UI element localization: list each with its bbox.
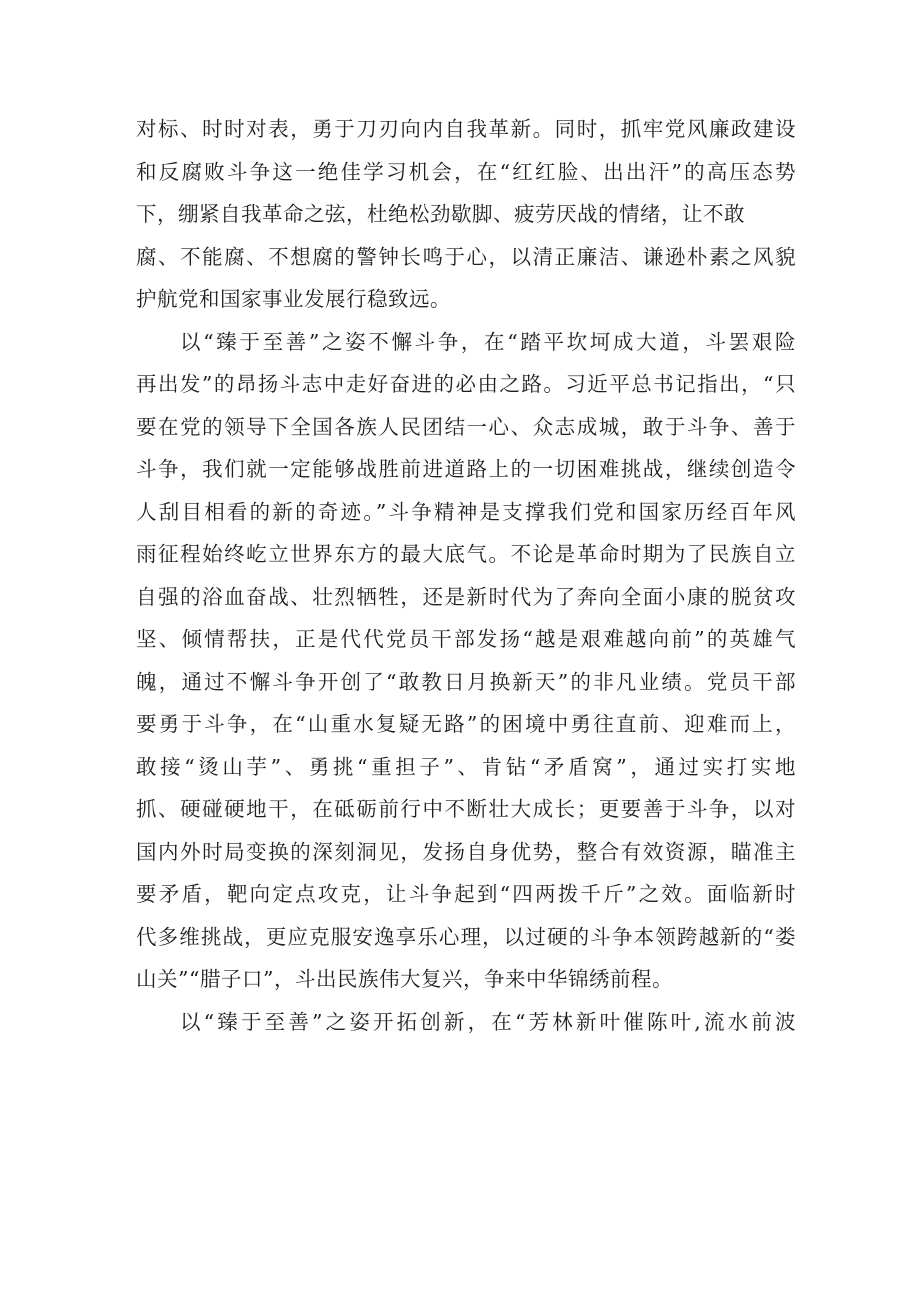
text-line: 腐、不能腐、不想腐的警钟长鸣于心，以清正廉洁、谦逊朴素之风貌 <box>136 244 796 269</box>
text-line: 魄，通过不懈斗争开创了“敢教日月换新天”的非凡业绩。党员干部 <box>136 669 796 694</box>
text-line: 下，绷紧自我革命之弦，杜绝松劲歇脚、疲劳厌战的情绪，让不敢 <box>136 202 745 226</box>
text-line: 坚、倾情帮扶，正是代代党员干部发扬“越是艰难越向前”的英雄气 <box>136 627 796 651</box>
text-line: 抓、硬碰硬地干，在砥砺前行中不断壮大成长；更要善于斗争，以对 <box>136 797 796 821</box>
text-line: 人刮目相看的新的奇迹。”斗争精神是支撑我们党和国家历经百年风 <box>136 499 796 524</box>
text-line: 雨征程始终屹立世界东方的最大底气。不论是革命时期为了民族自立 <box>136 542 796 566</box>
text-line: 斗争，我们就一定能够战胜前进道路上的一切困难挑战，继续创造令 <box>136 457 796 481</box>
text-line: 对标、时时对表，勇于刀刃向内自我革新。同时，抓牢党风廉政建设 <box>136 117 796 141</box>
text-line: 国内外时局变换的深刻洞见，发扬自身优势，整合有效资源，瞄准主 <box>136 839 796 864</box>
text-line: 代多维挑战，更应克服安逸享乐心理，以过硬的斗争本领跨越新的“娄 <box>136 924 796 949</box>
body-text <box>136 108 796 1043</box>
text-line: 山关”“腊子口”，斗出民族伟大复兴，争来中华锦绣前程。 <box>136 967 673 991</box>
text-line: 要矛盾，靶向定点攻克，让斗争起到“四两拨千斤”之效。面临新时 <box>136 882 796 906</box>
text-line: 敢接“烫山芋”、勇挑“重担子”、肯钻“矛盾窝”，通过实打实地 <box>136 754 796 779</box>
text-line: 以“臻于至善”之姿不懈斗争，在“踏平坎坷成大道，斗罢艰险 <box>180 329 796 354</box>
text-line: 自强的浴血奋战、壮烈牺牲，还是新时代为了奔向全面小康的脱贫攻 <box>136 584 796 609</box>
text-line: 护航党和国家事业发展行稳致远。 <box>136 287 451 311</box>
text-line: 再出发”的昂扬斗志中走好奋进的必由之路。习近平总书记指出，“只 <box>136 372 796 396</box>
text-line: 和反腐败斗争这一绝佳学习机会，在“红红脸、出出汗”的高压态势 <box>136 159 796 184</box>
text-line: 要勇于斗争，在“山重水复疑无路”的困境中勇往直前、迎难而上， <box>136 712 796 736</box>
text-line: 要在党的领导下全国各族人民团结一心、众志成城，敢于斗争、善于 <box>136 414 796 439</box>
text-line: 以“臻于至善”之姿开拓创新，在“芳林新叶催陈叶,流水前波 <box>180 1009 796 1034</box>
